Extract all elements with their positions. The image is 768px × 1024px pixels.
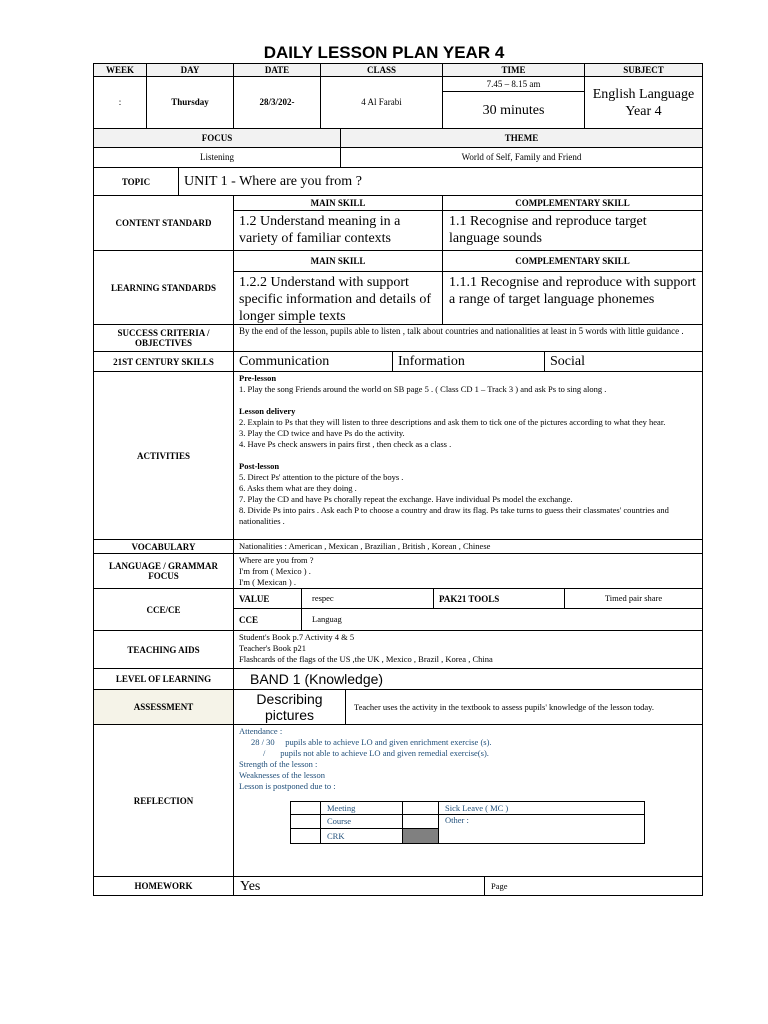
teaching-aids-label: TEACHING AIDS (93, 630, 234, 669)
activity-step-3: 3. Play the CD twice and have Ps do the activity. (239, 428, 405, 438)
comp-skill-header-2: COMPLEMENTARY SKILL (442, 250, 703, 272)
topic-label: TOPIC (93, 167, 179, 196)
day-value: Thursday (146, 76, 234, 129)
notachieve-text: pupils not able to achieve LO and given remedial exercise(s). (280, 748, 489, 758)
activity-step-4: 4. Have Ps check answers in pairs first , then check as a class . (239, 439, 452, 449)
postponed-cell-blank-2 (290, 814, 321, 829)
class-value: 4 Al Farabi (320, 76, 443, 129)
meeting-option: Meeting (320, 801, 403, 815)
achieve-text: pupils able to achieve LO and given enrichment exercise (s). (285, 737, 492, 747)
meeting-checkbox[interactable] (402, 801, 439, 815)
activity-step-7: 7. Play the CD and have Ps chorally repeat the exchange. Have individual Ps model the exchange. (239, 494, 573, 504)
page-label: Page (484, 876, 703, 896)
course-option: Course (320, 814, 403, 829)
skill-information: Information (392, 351, 545, 372)
date-value: 28/3/202- (233, 76, 321, 129)
aid-3: Flashcards of the flags of the US ,the UK , Mexico , Brazil , Korea , China (239, 654, 493, 664)
day-header: DAY (146, 63, 234, 77)
homework-label: HOMEWORK (93, 876, 234, 896)
weakness-label: Weaknesses of the lesson (239, 770, 325, 780)
sick-leave-option: Sick Leave ( MC ) (438, 801, 645, 815)
grammar-line-3: I'm ( Mexican ) . (239, 577, 296, 587)
postponed-cell-blank-3 (290, 828, 321, 844)
duration-value: 30 minutes (442, 91, 585, 129)
theme-value: World of Self, Family and Friend (340, 147, 703, 168)
aid-2: Teacher's Book p21 (239, 643, 307, 653)
page-title: DAILY LESSON PLAN YEAR 4 (263, 43, 505, 62)
grammar-value (233, 553, 703, 589)
crk-checkbox[interactable] (402, 828, 439, 844)
week-value: : (93, 76, 147, 129)
success-criteria-value: By the end of the lesson, pupils able to listen , talk about countries and nationalities at least in 5 words with little guidance . (233, 324, 703, 352)
pak21-value: Timed pair share (564, 588, 703, 609)
level-label: LEVEL OF LEARNING (93, 668, 234, 690)
postponed-cell-blank-1 (290, 801, 321, 815)
value-value: respec (301, 588, 434, 609)
aid-1: Student's Book p.7 Activity 4 & 5 (239, 632, 355, 642)
postponed-label: Lesson is postponed due to : (239, 781, 336, 791)
assessment-method: Describing pictures (233, 689, 346, 725)
grammar-label-line-2: FOCUS (148, 571, 179, 581)
date-header: DATE (233, 63, 321, 77)
activity-step-6: 6. Asks them what are they doing . (239, 483, 357, 493)
homework-value: Yes (233, 876, 485, 896)
teaching-aids-value (233, 630, 703, 669)
subject-value: English Language Year 4 (584, 76, 703, 129)
activities-content (233, 371, 703, 540)
grammar-line-2: I'm from ( Mexico ) . (239, 566, 311, 576)
activity-step-8: 8. Divide Ps into pairs . Ask each P to choose a country and draw its flag. Ps take turns to guess their classmates' countries and nationalities . (239, 505, 669, 526)
achieve-count: 28 / 30 (251, 737, 275, 747)
value-label: VALUE (233, 588, 302, 609)
crk-option: CRK (320, 828, 403, 844)
learning-main-value: 1.2.2 Understand with support specific information and details of longer simple texts (233, 271, 443, 325)
lesson-delivery-heading: Lesson delivery (239, 406, 296, 416)
success-label-line-1: SUCCESS CRITERIA / (117, 328, 210, 338)
cce-value: Languag (301, 608, 703, 631)
success-criteria-label (93, 324, 234, 352)
grammar-line-1: Where are you from ? (239, 555, 314, 565)
cce-label: CCE/CE (93, 588, 234, 631)
main-skill-header: MAIN SKILL (233, 195, 443, 211)
activity-step-2: 2. Explain to Ps that they will listen to three descriptions and ask them to tick one of the pictures according to what they hear. (239, 417, 666, 427)
theme-header: THEME (340, 128, 703, 148)
course-checkbox[interactable] (402, 814, 439, 829)
time-header: TIME (442, 63, 585, 77)
activity-step-1: 1. Play the song Friends around the world on SB page 5 . ( Class CD 1 – Track 3 ) and ask Ps to sing along . (239, 384, 607, 394)
learning-standards-label: LEARNING STANDARDS (93, 250, 234, 325)
vocabulary-value: Nationalities : American , Mexican , Brazilian , British , Korean , Chinese (233, 539, 703, 554)
vocabulary-label: VOCABULARY (93, 539, 234, 554)
assessment-label: ASSESSMENT (93, 689, 234, 725)
notachieve-count: / (263, 748, 266, 758)
grammar-label-line-1: LANGUAGE / GRAMMAR (109, 561, 218, 571)
skill-social: Social (544, 351, 703, 372)
topic-value: UNIT 1 - Where are you from ? (178, 167, 703, 196)
skills-label: 21ST CENTURY SKILLS (93, 351, 234, 372)
grammar-label (93, 553, 234, 589)
pak21-label: PAK21 TOOLS (433, 588, 565, 609)
week-header: WEEK (93, 63, 147, 77)
comp-skill-header: COMPLEMENTARY SKILL (442, 195, 703, 211)
level-value: BAND 1 (Knowledge) (233, 668, 703, 690)
other-option: Other : (438, 814, 645, 844)
post-lesson-heading: Post-lesson (239, 461, 280, 471)
main-skill-header-2: MAIN SKILL (233, 250, 443, 272)
focus-header: FOCUS (93, 128, 341, 148)
content-comp-value: 1.1 Recognise and reproduce target language sounds (442, 210, 703, 251)
skill-communication: Communication (233, 351, 393, 372)
content-standard-label: CONTENT STANDARD (93, 195, 234, 251)
success-label-line-2: OBJECTIVES (134, 338, 193, 348)
learning-comp-value: 1.1.1 Recognise and reproduce with support a range of target language phonemes (442, 271, 703, 325)
time-value: 7.45 – 8.15 am (442, 76, 585, 92)
strength-label: Strength of the lesson : (239, 759, 318, 769)
reflection-label: REFLECTION (93, 724, 234, 877)
focus-value: Listening (93, 147, 341, 168)
assessment-note: Teacher uses the activity in the textbook to assess pupils' knowledge of the lesson today. (345, 689, 703, 725)
cce-inner-label: CCE (233, 608, 302, 631)
activity-step-5: 5. Direct Ps' attention to the picture of the boys . (239, 472, 404, 482)
activities-label: ACTIVITIES (93, 371, 234, 540)
subject-header: SUBJECT (584, 63, 703, 77)
content-main-value: 1.2 Understand meaning in a variety of familiar contexts (233, 210, 443, 251)
pre-lesson-heading: Pre-lesson (239, 373, 277, 383)
class-header: CLASS (320, 63, 443, 77)
attendance-label: Attendance : (239, 726, 283, 736)
